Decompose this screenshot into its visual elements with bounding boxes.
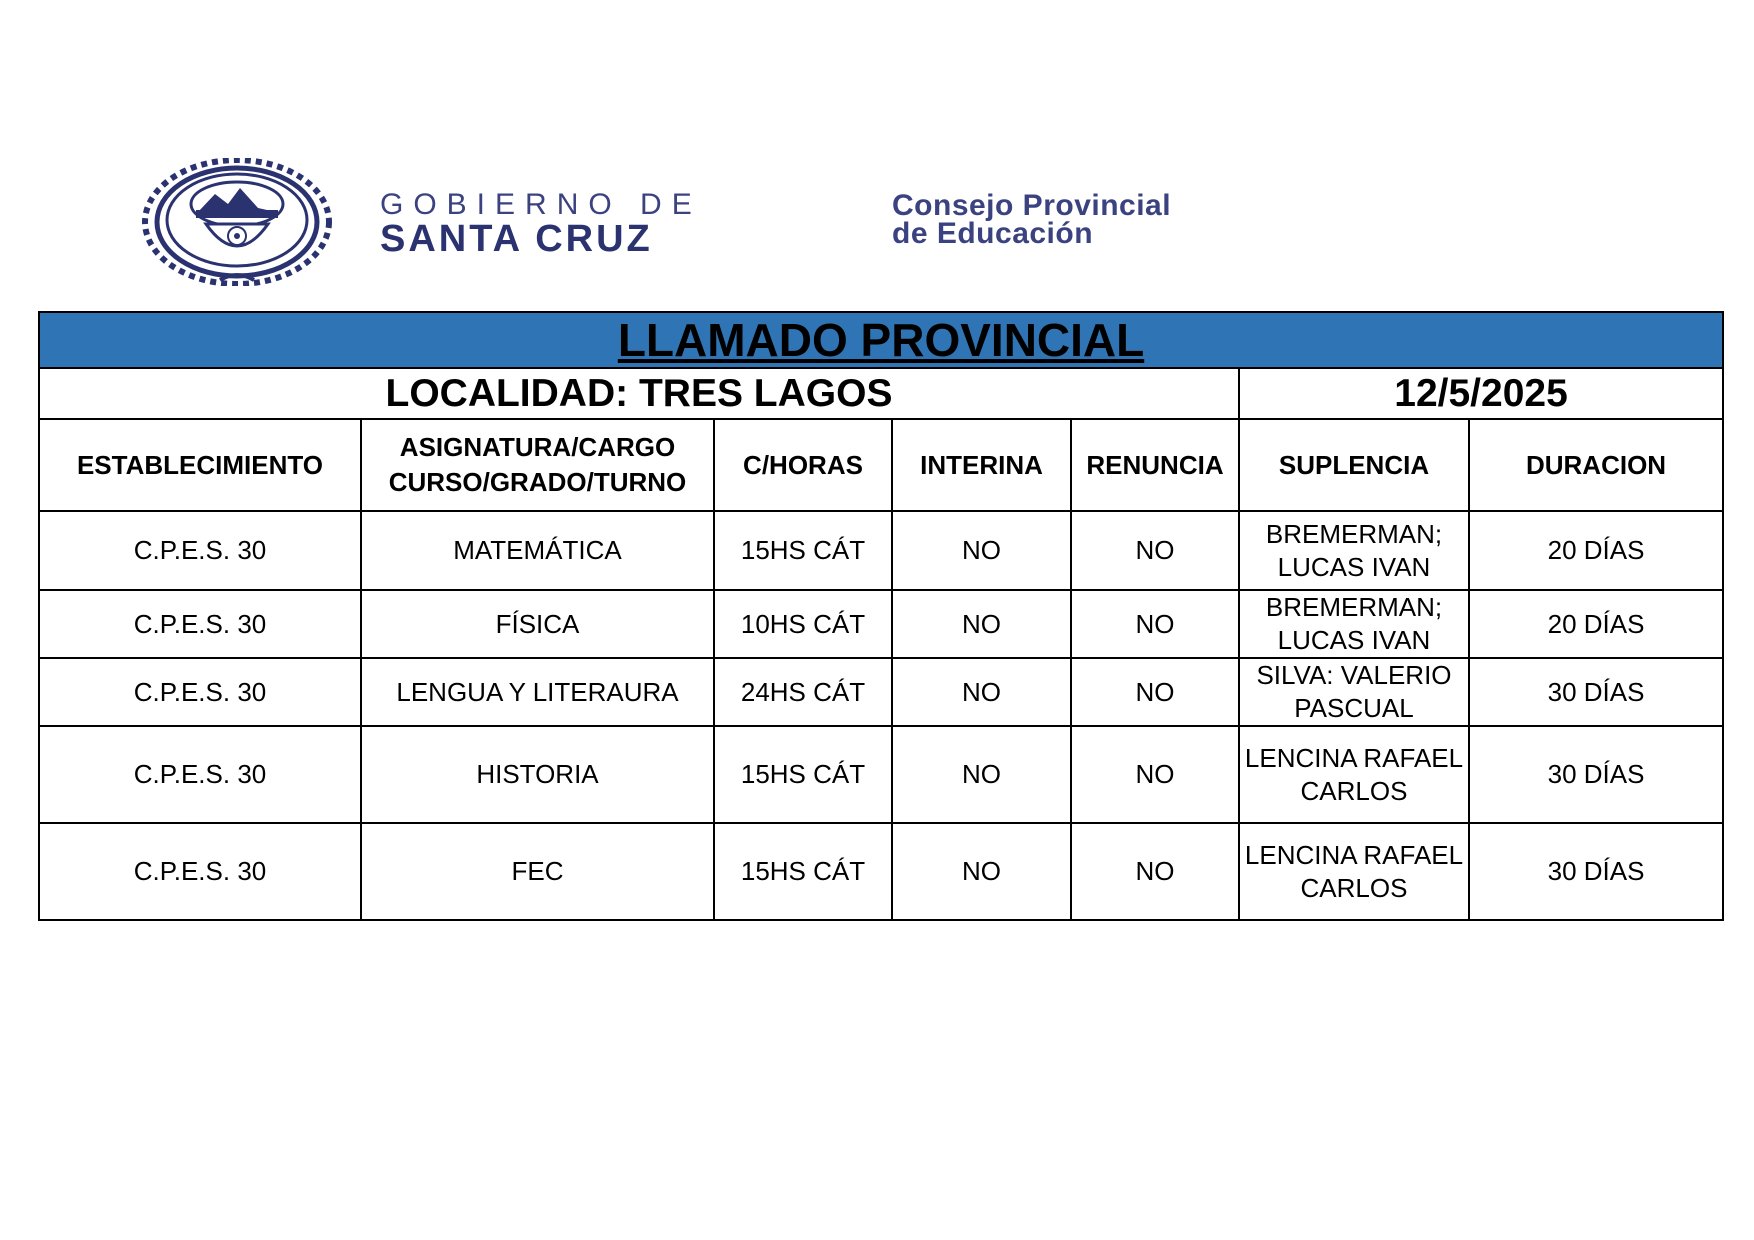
cell-establishment: C.P.E.S. 30 <box>39 658 361 726</box>
cell-resignation: NO <box>1071 511 1239 590</box>
cell-hours: 15HS CÁT <box>714 726 892 823</box>
cell-resignation: NO <box>1071 590 1239 658</box>
cell-establishment: C.P.E.S. 30 <box>39 511 361 590</box>
table-row <box>39 726 1723 823</box>
table-row <box>39 658 1723 726</box>
council-wordmark <box>892 189 1172 250</box>
column-header: RENUNCIA <box>1071 419 1239 511</box>
cell-interim: NO <box>892 823 1071 920</box>
cell-substitute: LENCINA RAFAEL CARLOS <box>1239 726 1469 823</box>
cell-hours: 15HS CÁT <box>714 511 892 590</box>
cell-substitute: LENCINA RAFAEL CARLOS <box>1239 823 1469 920</box>
column-header: SUPLENCIA <box>1239 419 1469 511</box>
cell-duration: 30 DÍAS <box>1469 823 1723 920</box>
column-header: ESTABLECIMIENTO <box>39 419 361 511</box>
cell-duration: 20 DÍAS <box>1469 511 1723 590</box>
cell-establishment: C.P.E.S. 30 <box>39 823 361 920</box>
cell-subject: HISTORIA <box>361 726 714 823</box>
cell-interim: NO <box>892 511 1071 590</box>
gov-line2: SANTA CRUZ <box>380 218 653 260</box>
gov-line1: GOBIERNO DE <box>380 188 702 221</box>
cell-subject: LENGUA Y LITERAURA <box>361 658 714 726</box>
provincial-seal-icon <box>140 158 335 286</box>
cell-resignation: NO <box>1071 726 1239 823</box>
cell-duration: 30 DÍAS <box>1469 658 1723 726</box>
cell-duration: 30 DÍAS <box>1469 726 1723 823</box>
cell-interim: NO <box>892 726 1071 823</box>
table-row <box>39 590 1723 658</box>
cell-establishment: C.P.E.S. 30 <box>39 590 361 658</box>
cell-subject: FÍSICA <box>361 590 714 658</box>
cell-resignation: NO <box>1071 658 1239 726</box>
cell-substitute: BREMERMAN; LUCAS IVAN <box>1239 511 1469 590</box>
council-line1: Consejo Provincial <box>892 189 1172 222</box>
cell-substitute: BREMERMAN; LUCAS IVAN <box>1239 590 1469 658</box>
column-header: C/HORAS <box>714 419 892 511</box>
table-row <box>39 823 1723 920</box>
cell-hours: 24HS CÁT <box>714 658 892 726</box>
table-row <box>39 511 1723 590</box>
government-wordmark <box>380 190 702 258</box>
cell-substitute: SILVA: VALERIO PASCUAL <box>1239 658 1469 726</box>
locality-label: LOCALIDAD: TRES LAGOS <box>39 368 1239 419</box>
council-line2: de Educación <box>892 217 1094 250</box>
date-label: 12/5/2025 <box>1239 368 1723 419</box>
column-header: DURACION <box>1469 419 1723 511</box>
letterhead <box>140 150 1340 290</box>
cell-establishment: C.P.E.S. 30 <box>39 726 361 823</box>
cell-hours: 15HS CÁT <box>714 823 892 920</box>
column-header: ASIGNATURA/CARGO CURSO/GRADO/TURNO <box>361 419 714 511</box>
cell-resignation: NO <box>1071 823 1239 920</box>
table-header <box>39 419 1723 511</box>
cell-duration: 20 DÍAS <box>1469 590 1723 658</box>
cell-interim: NO <box>892 590 1071 658</box>
column-header: INTERINA <box>892 419 1071 511</box>
cell-interim: NO <box>892 658 1071 726</box>
cell-subject: MATEMÁTICA <box>361 511 714 590</box>
cell-hours: 10HS CÁT <box>714 590 892 658</box>
call-table <box>38 311 1724 921</box>
page-title: LLAMADO PROVINCIAL <box>39 312 1723 368</box>
cell-subject: FEC <box>361 823 714 920</box>
